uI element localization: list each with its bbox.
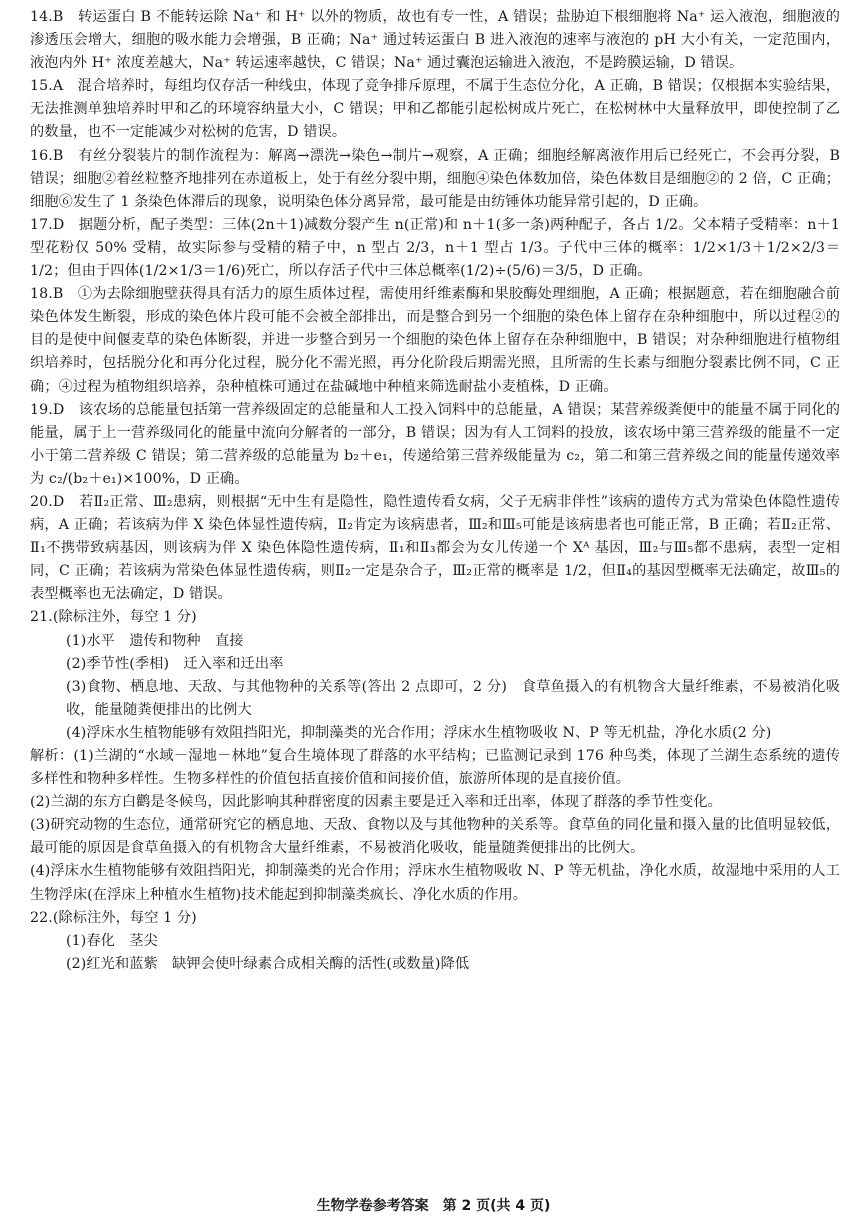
analysis-q21-part1: 解析：(1)兰湖的“水域－湿地－林地”复合生境体现了群落的水平结构；已监测记录到 176 种鸟类，体现了兰湖生态系统的遗传多样性和物种多样性。生物多样性的价值包括直接价值和间接价值，旅游所体现的是直接价值。	[30, 748, 840, 788]
answer-q14: 14.B 转运蛋白 B 不能转运除 Na⁺ 和 H⁺ 以外的物质，故也有专一性，A 错误；盐胁迫下根细胞将 Na⁺ 运入液泡，细胞液的渗透压会增大，细胞的吸水能力会增强，B 正确；Na⁺ 通过转运蛋白 B 进入液泡的速率与液泡的 pH 大小有关，一定范围内，液泡内外 H⁺ 浓度差越大，Na⁺ 转运速率越快，C 错误；Na⁺ 通过囊泡运输进入液泡，不是跨膜运输，D 错误。	[30, 9, 840, 72]
answer-q21-part3: (3)食物、栖息地、天敌、与其他物种的关系等(答出 2 点即可，2 分) 食草鱼摄入的有机物含大量纤维素，不易被消化吸收，能量随粪便排出的比例大	[66, 678, 840, 718]
answer-q21-part2: (2)季节性(季相) 迁入率和迁出率	[66, 655, 284, 672]
answer-q18: 18.B ①为去除细胞壁获得具有活力的原生质体过程，需使用纤维素酶和果胶酶处理细胞，A 正确；根据题意，若在细胞融合前染色体发生断裂，形成的染色体片段可能不会被全部排出，而是整合到另一个细胞的染色体上留存在杂种细胞中，所以过程②的目的是使中间偃麦草的染色体断裂，并进一步整合到另一个细胞的染色体上留存在杂种细胞中，B 错误；对杂种细胞进行植物组织培养时，包括脱分化和再分化过程，脱分化不需光照，再分化阶段后期需光照，且所需的生长素与细胞分裂素比例不同，C 正确；④过程为植物组织培养，杂种植株可通过在盐碱地中种植来筛选耐盐小麦植株，D 正确。	[30, 286, 840, 395]
answer-q21-part4: (4)浮床水生植物能够有效阻挡阳光，抑制藻类的光合作用；浮床水生植物吸收 N、P 等无机盐，净化水质(2 分)	[66, 724, 772, 741]
analysis-q21-part2: (2)兰湖的东方白鹳是冬候鸟，因此影响其种群密度的因素主要是迁入率和迁出率，体现了群落的季节性变化。	[30, 794, 722, 811]
answer-q22-part2: (2)红光和蓝紫 缺钾会使叶绿素合成相关酶的活性(或数量)降低	[66, 955, 470, 972]
answer-q22-heading: 22.(除标注外，每空 1 分)	[30, 909, 197, 926]
page-footer: 生物学卷参考答案 第 2 页(共 4 页)	[316, 1198, 551, 1214]
analysis-q21-part4: (4)浮床水生植物能够有效阻挡阳光，抑制藻类的光合作用；浮床水生植物吸收 N、P 等无机盐，净化水质，故湿地中采用的人工生物浮床(在浮床上种植水生植物)技术能起到抑制藻类疯长、净化水质的作用。	[30, 863, 840, 903]
answer-q21-part1: (1)水平 遗传和物种 直接	[66, 632, 244, 649]
answer-q22-part1: (1)春化 茎尖	[66, 932, 158, 949]
answer-q17: 17.D 据题分析，配子类型：三体(2n＋1)减数分裂产生 n(正常)和 n＋1(多一条)两种配子，各占 1/2。父本精子受精率：n＋1 型花粉仅 50% 受精，故实际参与受精的精子中，n 型占 2/3，n＋1 型占 1/3。子代中三体的概率：1/2×1/3＋1/2×2/3＝1/2；但由于四体(1/2×1/3＝1/6)死亡，所以存活子代中三体总概率(1/2)÷(5/6)＝3/5，D 正确。	[30, 216, 840, 280]
answer-q15: 15.A 混合培养时，每组均仅存活一种线虫，体现了竞争排斥原理，不属于生态位分化，A 正确，B 错误；仅根据本实验结果，无法推测单独培养时甲和乙的环境容纳量大小，C 错误；甲和乙都能引起松树成片死亡，在松树林中大量释放甲，即使控制了乙的数量，也不一定能减少对松树的危害，D 错误。	[30, 78, 840, 141]
analysis-q21-part3: (3)研究动物的生态位，通常研究它的栖息地、天敌、食物以及与其他物种的关系等。食草鱼的同化量和摄入量的比值明显较低，最可能的原因是食草鱼摄入的有机物含大量纤维素，不易被消化吸收，能量随粪便排出的比例大。	[30, 817, 840, 857]
answer-q20: 20.D 若Ⅱ₂正常、Ⅲ₂患病，则根据“无中生有是隐性，隐性遗传看女病，父子无病非伴性”该病的遗传方式为常染色体隐性遗传病，A 正确；若该病为伴 X 染色体显性遗传病，Ⅱ₂肯定为该病患者，Ⅲ₂和Ⅲ₅可能是该病患者也可能正常，B 正确；若Ⅱ₂正常、Ⅱ₁不携带致病基因，则该病为伴 X 染色体隐性遗传病，Ⅱ₁和Ⅱ₃都会为女儿传递一个 Xᴬ 基因，Ⅲ₂与Ⅲ₅都不患病，表型一定相同，C 正确；若该病为常染色体显性遗传病，则Ⅱ₂一定是杂合子，Ⅲ₂正常的概率是 1/2，但Ⅱ₄的基因型概率无法确定，故Ⅲ₅的表型概率也无法确定，D 错误。	[30, 493, 840, 603]
answer-q16: 16.B 有丝分裂装片的制作流程为：解离→漂洗→染色→制片→观察，A 正确；细胞经解离液作用后已经死亡，不会再分裂，B 错误；细胞②着丝粒整齐地排列在赤道板上，处于有丝分裂中期，细胞④染色体数加倍，染色体数目是细胞②的 2 倍，C 正确；细胞⑥发生了 1 条染色体滞后的现象，说明染色体分离异常，最可能是由纺锤体功能异常引起的，D 正确。	[30, 147, 840, 210]
answer-content	[30, 6, 840, 976]
answer-q21-heading: 21.(除标注外，每空 1 分)	[30, 609, 197, 626]
answer-q19: 19.D 该农场的总能量包括第一营养级固定的总能量和人工投入饲料中的总能量，A 错误；某营养级粪便中的能量不属于同化的能量，属于上一营养级同化的能量中流向分解者的一部分，B 错误；因为有人工饲料的投放，该农场中第三营养级的能量不一定小于第二营养级 C 错误；第二营养级的总能量为 b₂＋e₁，传递给第三营养级能量为 c₂，第二和第三营养级之间的能量传递效率为 c₂/(b₂＋e₁)×100%，D 正确。	[30, 401, 840, 487]
